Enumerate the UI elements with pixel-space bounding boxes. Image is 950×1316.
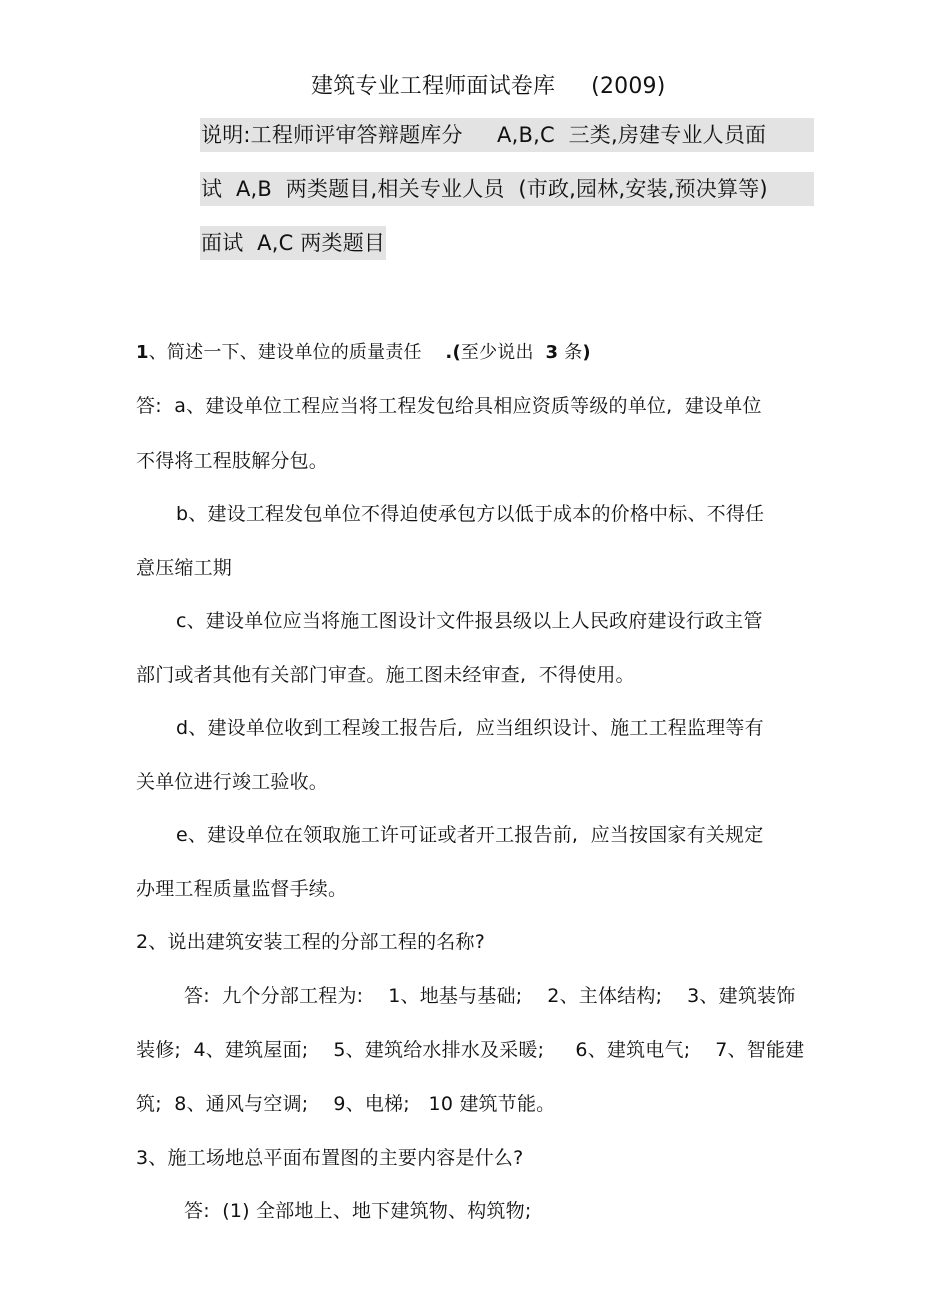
q1-answer-line-1: 答: a、建设单位工程应当将工程发包给具相应资质等级的单位, 建设单位 [136, 395, 762, 417]
question-1-text-3: 条 [558, 342, 583, 363]
q1-answer-line-5: c、建设单位应当将施工图设计文件报县级以上人民政府建设行政主管 [176, 610, 763, 632]
q1-answer-line-6: 部门或者其他有关部门审查。施工图未经审查, 不得使用。 [136, 664, 635, 686]
question-1-paren-close: ) [582, 342, 591, 363]
q2-answer-line-3: 筑; 8、通风与空调; 9、电梯; 10 建筑节能。 [136, 1093, 556, 1115]
q1-answer-line-7: d、建设单位收到工程竣工报告后, 应当组织设计、施工工程监理等有 [176, 717, 764, 739]
q2-answer-line-1: 答: 九个分部工程为: 1、地基与基础; 2、主体结构; 3、建筑装饰 [184, 985, 796, 1007]
q1-answer-line-9: e、建设单位在领取施工许可证或者开工报告前, 应当按国家有关规定 [176, 824, 764, 846]
question-1-text-2: 至少说出 [460, 342, 546, 363]
q1-answer-line-8: 关单位进行竣工验收。 [136, 771, 329, 793]
q1-answer-line-4: 意压缩工期 [136, 557, 233, 579]
question-1-number: 1 [136, 342, 149, 363]
question-1 [136, 340, 591, 366]
question-2: 2、说出建筑安装工程的分部工程的名称? [136, 931, 485, 953]
q3-answer-line-1: 答: (1) 全部地上、地下建筑物、构筑物; [184, 1200, 532, 1222]
question-1-count: 3 [545, 342, 559, 363]
q1-answer-line-10: 办理工程质量监督手续。 [136, 878, 348, 900]
intro-line-3: 面试 A,C 两类题目 [200, 226, 386, 260]
intro-line-1: 说明:工程师评审答辩题库分 A,B,C 三类,房建专业人员面 [200, 118, 814, 152]
question-1-text: 、简述一下、建设单位的质量责任 [148, 342, 446, 363]
page-title: 建筑专业工程师面试卷库 (2009) [311, 74, 666, 99]
q2-answer-line-2: 装修; 4、建筑屋面; 5、建筑给水排水及采暖; 6、建筑电气; 7、智能建 [136, 1039, 805, 1061]
intro-line-2: 试 A,B 两类题目,相关专业人员 (市政,园林,安装,预决算等) [200, 172, 814, 206]
q1-answer-line-2: 不得将工程肢解分包。 [136, 450, 329, 472]
question-3: 3、施工场地总平面布置图的主要内容是什么? [136, 1147, 524, 1169]
question-1-paren-open: .( [445, 342, 461, 363]
q1-answer-line-3: b、建设工程发包单位不得迫使承包方以低于成本的价格中标、不得任 [176, 503, 765, 525]
